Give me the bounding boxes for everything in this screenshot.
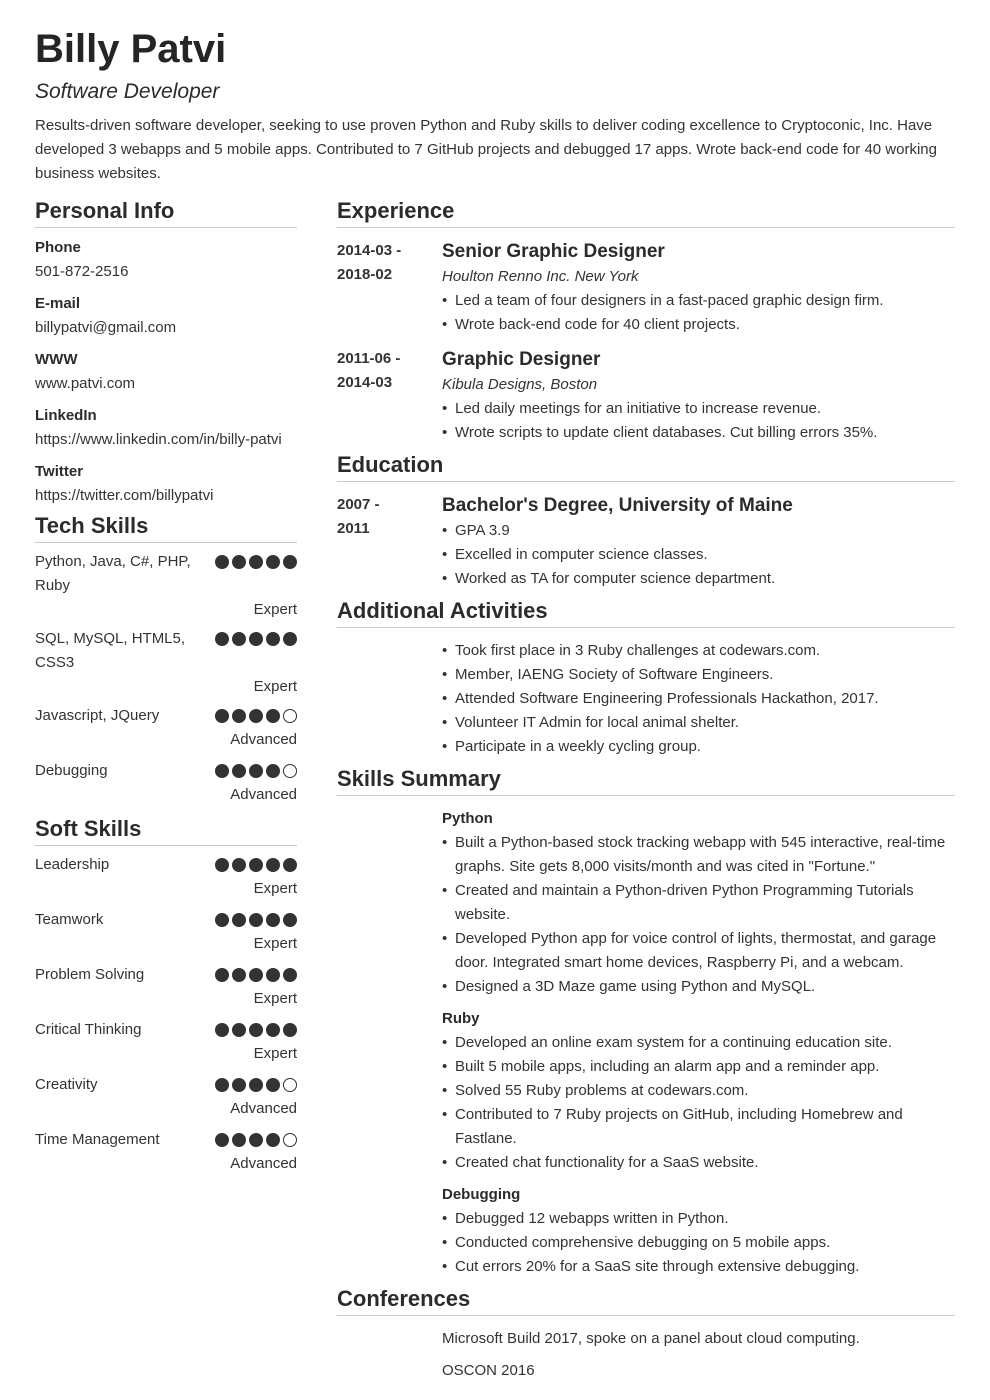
- info-label: WWW: [35, 351, 78, 368]
- personal-info-heading: Personal Info: [35, 197, 297, 228]
- skill-name: Javascript, JQuery: [35, 707, 160, 724]
- experience-heading: Experience: [337, 197, 955, 228]
- bullet-item: • Created chat functionality for a SaaS website.: [442, 1151, 955, 1175]
- entry-body: [442, 493, 955, 591]
- skill-level: Advanced: [230, 1155, 297, 1172]
- bullet-item: • Contributed to 7 Ruby projects on GitHub, including Homebrew and Fastlane.: [442, 1103, 955, 1151]
- skills-summary-body: [442, 807, 955, 1279]
- skill-item: [35, 908, 297, 956]
- education-list: [337, 493, 955, 591]
- skill-name: Python, Java, C#, PHP, Ruby: [35, 553, 191, 594]
- bullet-item: • Debugged 12 webapps written in Python.: [442, 1207, 955, 1231]
- email-link[interactable]: billypatvi@gmail.com: [35, 319, 177, 336]
- skill-level: Expert: [253, 678, 297, 695]
- bullet-item: • Cut errors 20% for a SaaS site through extensive debugging.: [442, 1255, 955, 1279]
- linkedin-link[interactable]: https://www.linkedin.com/in/billy-patvi: [35, 431, 282, 448]
- skill-rating-dots: [215, 1023, 297, 1037]
- rating-dot-filled: [249, 709, 263, 723]
- date-start: 2007 -: [337, 496, 380, 513]
- soft-skills-list: [35, 853, 297, 1176]
- skill-group-name: Python: [442, 810, 493, 827]
- education-entry: [337, 493, 955, 591]
- rating-dot-filled: [249, 1023, 263, 1037]
- skill-level: Expert: [253, 601, 297, 618]
- skills-summary-heading: Skills Summary: [337, 765, 955, 796]
- rating-dot-filled: [215, 913, 229, 927]
- rating-dot-empty: [283, 1078, 297, 1092]
- experience-entry: [337, 239, 955, 337]
- rating-dot-filled: [215, 555, 229, 569]
- bullet-item: • Took first place in 3 Ruby challenges at codewars.com.: [442, 639, 955, 663]
- skill-rating-dots: [215, 709, 297, 723]
- degree-title: Bachelor's Degree, University of Maine: [442, 495, 793, 516]
- right-column: [337, 197, 955, 1383]
- entry-body: [442, 239, 955, 337]
- rating-dot-filled: [249, 968, 263, 982]
- rating-dot-filled: [249, 1133, 263, 1147]
- bullet-item: • GPA 3.9: [442, 519, 955, 543]
- education-heading: Education: [337, 451, 955, 482]
- rating-dot-filled: [232, 632, 246, 646]
- skill-item: [35, 963, 297, 1011]
- conferences-body: [442, 1327, 955, 1383]
- rating-dot-filled: [232, 968, 246, 982]
- rating-dot-filled: [266, 858, 280, 872]
- rating-dot-filled: [232, 709, 246, 723]
- skill-level: Expert: [253, 1045, 297, 1062]
- rating-dot-filled: [215, 764, 229, 778]
- skill-level: Advanced: [230, 731, 297, 748]
- activities-heading: Additional Activities: [337, 597, 955, 628]
- rating-dot-filled: [215, 1133, 229, 1147]
- rating-dot-filled: [232, 1133, 246, 1147]
- bullet-item: • Built 5 mobile apps, including an alarm app and a reminder app.: [442, 1055, 955, 1079]
- rating-dot-filled: [266, 632, 280, 646]
- bullet-list: [442, 1031, 955, 1175]
- bullet-item: • Excelled in computer science classes.: [442, 543, 955, 567]
- entry-dates: [337, 239, 427, 287]
- skill-level: Expert: [253, 990, 297, 1007]
- bullet-item: • Led a team of four designers in a fast-paced graphic design firm.: [442, 289, 955, 313]
- bullet-item: • Solved 55 Ruby problems at codewars.com.: [442, 1079, 955, 1103]
- bullet-item: • Developed an online exam system for a continuing education site.: [442, 1031, 955, 1055]
- skill-group-name: Ruby: [442, 1010, 480, 1027]
- rating-dot-filled: [283, 632, 297, 646]
- skill-item: [35, 759, 297, 807]
- website-link[interactable]: www.patvi.com: [35, 375, 136, 392]
- info-label: Phone: [35, 239, 81, 256]
- skill-item: [35, 1128, 297, 1176]
- skill-rating-dots: [215, 632, 297, 646]
- rating-dot-filled: [283, 858, 297, 872]
- skill-item: [35, 853, 297, 901]
- rating-dot-filled: [283, 1023, 297, 1037]
- rating-dot-filled: [266, 709, 280, 723]
- skill-level: Expert: [253, 880, 297, 897]
- skill-name: SQL, MySQL, HTML5, CSS3: [35, 630, 186, 671]
- info-label: E-mail: [35, 295, 81, 312]
- job-title: Senior Graphic Designer: [442, 241, 665, 262]
- rating-dot-filled: [266, 968, 280, 982]
- rating-dot-filled: [215, 1023, 229, 1037]
- info-twitter: [35, 460, 297, 508]
- conference-item: OSCON 2016: [442, 1362, 535, 1379]
- skill-item: [35, 704, 297, 752]
- rating-dot-filled: [215, 709, 229, 723]
- skill-rating-dots: [215, 555, 297, 569]
- bullet-list: [442, 1207, 955, 1279]
- tech-skills-list: [35, 550, 297, 807]
- skill-rating-dots: [215, 913, 297, 927]
- rating-dot-filled: [283, 913, 297, 927]
- rating-dot-filled: [266, 1133, 280, 1147]
- info-phone: [35, 236, 297, 284]
- rating-dot-filled: [232, 1078, 246, 1092]
- candidate-name: Billy Patvi: [35, 27, 227, 71]
- bullet-list: [442, 639, 955, 759]
- rating-dot-filled: [215, 1078, 229, 1092]
- rating-dot-filled: [266, 1078, 280, 1092]
- skill-name: Time Management: [35, 1131, 160, 1148]
- bullet-list: [442, 519, 955, 591]
- rating-dot-filled: [249, 764, 263, 778]
- activities-body: [442, 639, 955, 759]
- rating-dot-filled: [249, 913, 263, 927]
- entry-body: [442, 347, 955, 445]
- entry-dates: [337, 347, 427, 395]
- skill-rating-dots: [215, 764, 297, 778]
- date-end: 2011: [337, 520, 370, 537]
- rating-dot-filled: [232, 764, 246, 778]
- rating-dot-filled: [215, 858, 229, 872]
- bullet-list: [442, 831, 955, 999]
- skill-item: [35, 1073, 297, 1121]
- rating-dot-filled: [266, 764, 280, 778]
- rating-dot-filled: [266, 555, 280, 569]
- soft-skills-heading: Soft Skills: [35, 815, 297, 846]
- rating-dot-empty: [283, 764, 297, 778]
- bullet-item: • Volunteer IT Admin for local animal shelter.: [442, 711, 955, 735]
- conferences-heading: Conferences: [337, 1285, 955, 1316]
- rating-dot-filled: [249, 555, 263, 569]
- skill-name: Creativity: [35, 1076, 98, 1093]
- resume-page: [35, 0, 955, 1400]
- skill-group-name: Debugging: [442, 1186, 521, 1203]
- skill-name: Debugging: [35, 762, 108, 779]
- bullet-item: • Worked as TA for computer science department.: [442, 567, 955, 591]
- rating-dot-filled: [249, 1078, 263, 1092]
- skill-name: Critical Thinking: [35, 1021, 142, 1038]
- rating-dot-filled: [283, 968, 297, 982]
- rating-dot-filled: [232, 555, 246, 569]
- phone-value: 501-872-2516: [35, 263, 129, 280]
- skill-level: Advanced: [230, 786, 297, 803]
- skill-rating-dots: [215, 1133, 297, 1147]
- rating-dot-empty: [283, 709, 297, 723]
- bullet-item: • Conducted comprehensive debugging on 5 mobile apps.: [442, 1231, 955, 1255]
- bullet-item: • Designed a 3D Maze game using Python and MySQL.: [442, 975, 955, 999]
- rating-dot-filled: [215, 632, 229, 646]
- bullet-item: • Wrote back-end code for 40 client projects.: [442, 313, 955, 337]
- skill-level: Expert: [253, 935, 297, 952]
- bullet-list: [442, 289, 955, 337]
- info-label: Twitter: [35, 463, 84, 480]
- skill-rating-dots: [215, 968, 297, 982]
- entry-dates: [337, 493, 427, 541]
- rating-dot-filled: [249, 858, 263, 872]
- bullet-item: • Developed Python app for voice control of lights, thermostat, and garage door. Integrated smart home devices, Raspberry Pi, and a webcam.: [442, 927, 955, 975]
- bullet-item: • Attended Software Engineering Professionals Hackathon, 2017.: [442, 687, 955, 711]
- left-column: [35, 197, 297, 1176]
- bullet-item: • Led daily meetings for an initiative to increase revenue.: [442, 397, 955, 421]
- rating-dot-filled: [215, 968, 229, 982]
- bullet-item: • Wrote scripts to update client databases. Cut billing errors 35%.: [442, 421, 955, 445]
- skill-rating-dots: [215, 1078, 297, 1092]
- bullet-item: • Built a Python-based stock tracking webapp with 545 interactive, real-time graphs. Site gets 8,000 visits/month and was cited in "Fortune.": [442, 831, 955, 879]
- bullet-list: [442, 397, 955, 445]
- twitter-link[interactable]: https://twitter.com/billypatvi: [35, 487, 214, 504]
- info-www: [35, 348, 297, 396]
- info-linkedin: [35, 404, 297, 452]
- skill-item: [35, 1018, 297, 1066]
- date-start: 2011-06 -: [337, 350, 401, 367]
- bullet-item: • Participate in a weekly cycling group.: [442, 735, 955, 759]
- skill-name: Leadership: [35, 856, 110, 873]
- rating-dot-filled: [232, 913, 246, 927]
- experience-list: [337, 239, 955, 445]
- info-label: LinkedIn: [35, 407, 97, 424]
- skill-rating-dots: [215, 858, 297, 872]
- rating-dot-filled: [283, 555, 297, 569]
- company-name: Houlton Renno Inc. New York: [442, 268, 639, 285]
- date-start: 2014-03 -: [337, 242, 402, 259]
- date-end: 2018-02: [337, 266, 393, 283]
- info-email: [35, 292, 297, 340]
- rating-dot-empty: [283, 1133, 297, 1147]
- bullet-item: • Member, IAENG Society of Software Engineers.: [442, 663, 955, 687]
- skill-item: [35, 550, 297, 622]
- rating-dot-filled: [266, 913, 280, 927]
- rating-dot-filled: [232, 1023, 246, 1037]
- candidate-title: Software Developer: [35, 80, 220, 103]
- skill-level: Advanced: [230, 1100, 297, 1117]
- experience-entry: [337, 347, 955, 445]
- bullet-item: • Created and maintain a Python-driven Python Programming Tutorials website.: [442, 879, 955, 927]
- rating-dot-filled: [232, 858, 246, 872]
- skill-item: [35, 627, 297, 699]
- skill-name: Problem Solving: [35, 966, 145, 983]
- job-title: Graphic Designer: [442, 349, 601, 370]
- skill-name: Teamwork: [35, 911, 104, 928]
- profile-summary: Results-driven software developer, seeking to use proven Python and Ruby skills to deliver coding excellence to Cryptoconic, Inc. Have developed 3 webapps and 5 mobile apps. Contributed to 7 GitHub projects and debugged 17 apps. Wrote back-end code for 40 working business websites.: [35, 117, 937, 182]
- company-name: Kibula Designs, Boston: [442, 376, 598, 393]
- tech-skills-heading: Tech Skills: [35, 512, 297, 543]
- rating-dot-filled: [266, 1023, 280, 1037]
- personal-info-list: [35, 236, 297, 508]
- conference-item: Microsoft Build 2017, spoke on a panel about cloud computing.: [442, 1330, 860, 1347]
- date-end: 2014-03: [337, 374, 393, 391]
- rating-dot-filled: [249, 632, 263, 646]
